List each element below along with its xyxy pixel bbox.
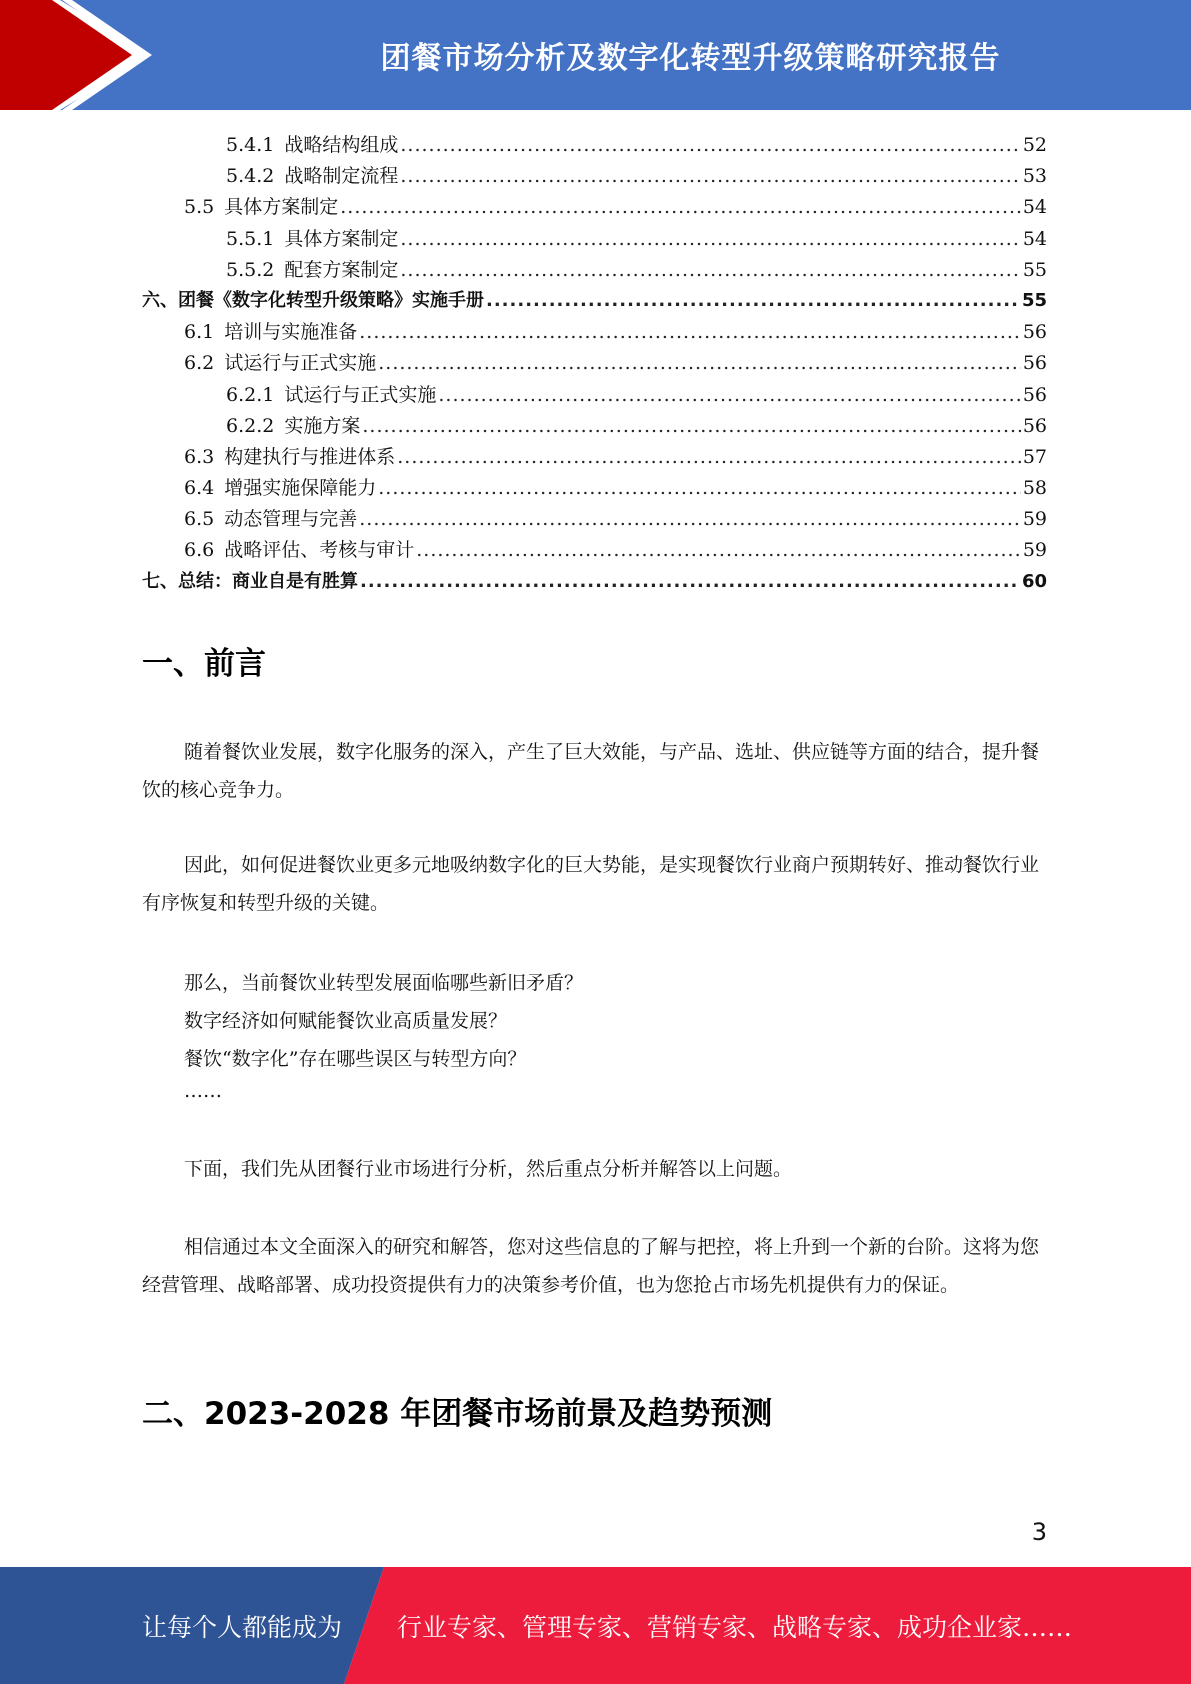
page-number: 3 — [1031, 1518, 1047, 1546]
toc-leader — [400, 165, 1020, 187]
toc-entry[interactable] — [142, 317, 1047, 348]
toc-number: 6.1 — [184, 321, 215, 344]
toc-label: 具体方案制定 — [224, 196, 339, 219]
toc-leader — [378, 352, 1021, 374]
toc-page: 56 — [1022, 321, 1047, 344]
preface-paragraph-3: 下面，我们先从团餐行业市场进行分析，然后重点分析并解答以上问题。 — [184, 1158, 793, 1180]
toc-label: 战略结构组成 — [284, 134, 399, 156]
toc-label: 增强实施保障能力 — [224, 477, 377, 500]
preface-paragraph-1: 随着餐饮业发展，数字化服务的深入，产生了巨大效能，与产品、选址、供应链等方面的结合，提升餐饮的核心竞争力。 — [142, 741, 1040, 801]
toc-number: 6.2.2 — [226, 414, 275, 437]
toc-number: 5.4.2 — [226, 165, 275, 188]
toc-page: 57 — [1022, 445, 1047, 468]
toc-label: 动态管理与完善 — [224, 508, 358, 531]
toc-page: 58 — [1022, 477, 1047, 500]
toc-page: 56 — [1022, 383, 1047, 406]
toc-page: 54 — [1022, 196, 1047, 219]
toc-label: 战略评估、考核与审计 — [224, 539, 415, 562]
toc-label: 战略制定流程 — [284, 165, 399, 188]
toc-number: 5.4.1 — [226, 134, 275, 156]
toc-entry[interactable] — [142, 255, 1047, 286]
toc-leader — [362, 415, 1020, 437]
toc-page: 56 — [1022, 414, 1047, 437]
toc-label: 配套方案制定 — [284, 258, 399, 281]
toc-leader — [416, 539, 1021, 561]
document-title: 团餐市场分析及数字化转型升级策略研究报告 — [380, 41, 1001, 76]
toc-page: 54 — [1022, 227, 1047, 250]
toc-label: 六、团餐《数字化转型升级策略》实施手册 — [142, 289, 484, 311]
toc-leader — [360, 571, 1020, 592]
toc-leader — [378, 477, 1021, 499]
toc-number: 6.2 — [184, 352, 215, 375]
toc-leader — [359, 321, 1021, 343]
toc-number: 6.5 — [184, 508, 215, 531]
section-heading-forecast: 二、2023-2028 年团餐市场前景及趋势预测 — [142, 1396, 773, 1432]
toc-leader — [397, 446, 1021, 468]
toc-chapter-entry[interactable] — [142, 286, 1047, 317]
toc-entry[interactable] — [142, 504, 1047, 535]
toc-leader — [438, 384, 1020, 406]
question-line: 数字经济如何赋能餐饮业高质量发展？ — [184, 1010, 508, 1032]
toc-leader — [400, 228, 1020, 250]
toc-number: 5.5 — [184, 196, 215, 219]
toc-chapter-entry[interactable] — [142, 567, 1047, 598]
toc-leader — [340, 196, 1021, 218]
toc-number: 5.5.2 — [226, 258, 275, 281]
toc-page: 52 — [1022, 134, 1047, 156]
toc-entry[interactable] — [142, 192, 1047, 223]
toc-page: 60 — [1021, 570, 1047, 592]
toc-number: 6.3 — [184, 445, 215, 468]
toc-entry[interactable] — [142, 224, 1047, 255]
header-banner — [0, 0, 1191, 110]
question-ellipsis: …… — [184, 1080, 222, 1102]
table-of-contents — [142, 130, 1047, 598]
preface-paragraph-2: 因此，如何促进餐饮业更多元地吸纳数字化的巨大势能，是实现餐饮行业商户预期转好、推动餐饮行业有序恢复和转型升级的关键。 — [142, 854, 1040, 914]
toc-page: 53 — [1022, 165, 1047, 188]
toc-label: 构建执行与推进体系 — [224, 445, 396, 468]
footer-banner — [0, 1567, 1191, 1684]
toc-entry[interactable] — [142, 473, 1047, 504]
toc-entry[interactable] — [142, 130, 1047, 161]
toc-entry[interactable] — [142, 161, 1047, 192]
toc-entry[interactable] — [142, 348, 1047, 379]
question-line: 餐饮“数字化”存在哪些误区与转型方向？ — [184, 1048, 527, 1070]
toc-label: 实施方案 — [284, 414, 361, 437]
toc-leader — [400, 134, 1020, 156]
toc-number: 5.5.1 — [226, 227, 275, 250]
toc-page: 55 — [1021, 289, 1047, 311]
header-arrow-decoration — [0, 0, 160, 110]
toc-number: 6.6 — [184, 539, 215, 562]
toc-label: 培训与实施准备 — [224, 321, 358, 344]
toc-entry[interactable] — [142, 380, 1047, 411]
toc-leader — [486, 290, 1020, 311]
toc-page: 56 — [1022, 352, 1047, 375]
toc-label: 试运行与正式实施 — [224, 352, 377, 375]
toc-page: 59 — [1022, 539, 1047, 562]
toc-number: 6.4 — [184, 477, 215, 500]
toc-label: 具体方案制定 — [284, 227, 399, 250]
toc-number: 6.2.1 — [226, 383, 275, 406]
toc-entry[interactable] — [142, 411, 1047, 442]
question-line: 那么，当前餐饮业转型发展面临哪些新旧矛盾？ — [184, 972, 584, 994]
toc-entry[interactable] — [142, 442, 1047, 473]
preface-paragraph-4: 相信通过本文全面深入的研究和解答，您对这些信息的了解与把控，将上升到一个新的台阶。这将为您经营管理、战略部署、成功投资提供有力的决策参考价值，也为您抢占市场先机提供有力的保证。 — [142, 1236, 1040, 1296]
toc-label: 试运行与正式实施 — [284, 383, 437, 406]
toc-page: 59 — [1022, 508, 1047, 531]
toc-label: 七、总结：商业自是有胜算 — [142, 570, 358, 592]
toc-leader — [400, 259, 1020, 281]
toc-leader — [359, 508, 1021, 530]
footer-slogan-right: 行业专家、管理专家、营销专家、战略专家、成功企业家…… — [397, 1612, 1073, 1642]
toc-entry[interactable] — [142, 535, 1047, 566]
section-heading-preface: 一、前言 — [142, 646, 266, 682]
footer-slogan-left: 让每个人都能成为 — [142, 1612, 343, 1642]
toc-page: 55 — [1022, 258, 1047, 281]
